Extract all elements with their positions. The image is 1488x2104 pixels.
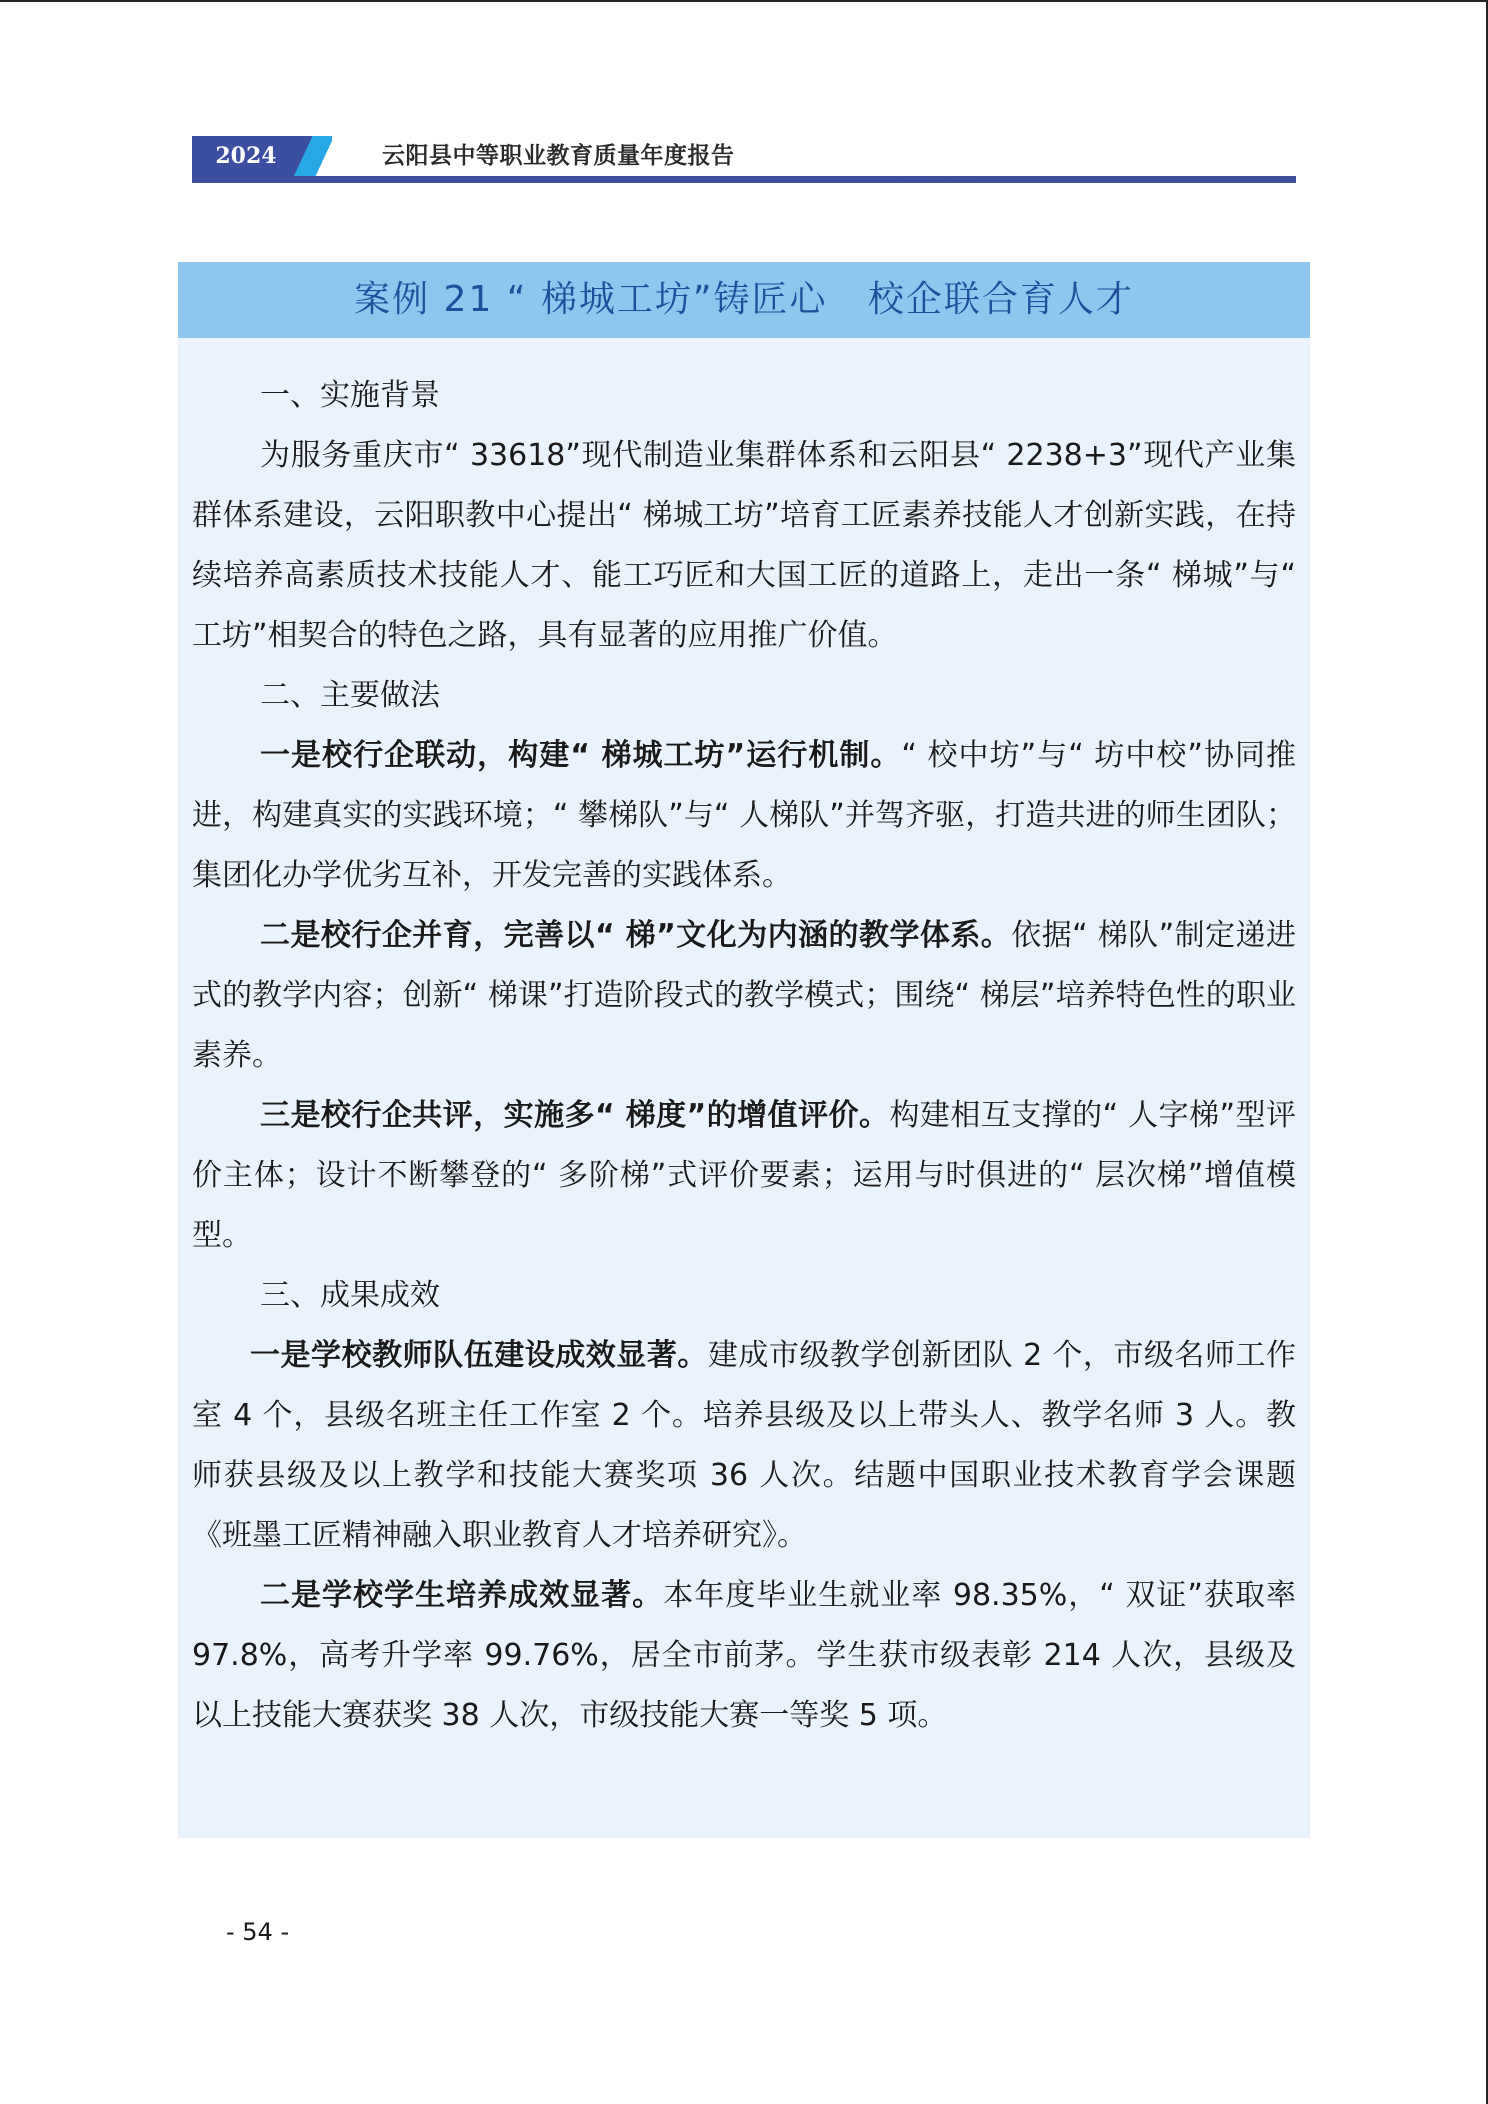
header-report-title: 云阳县中等职业教育质量年度报告: [382, 142, 735, 169]
section-heading-background: 一、实施背景: [260, 378, 440, 413]
paragraph-background: 为服务重庆市“ 33618”现代制造业集群体系和云阳县“ 2238+3”现代产业集群体系建设，云阳职教中心提出“ 梯城工坊”培育工匠素养技能人才创新实践，在持续培养高素质技术技能人才、能工巧匠和大国工匠的道路上，走出一条“ 梯城”与“ 工坊”相契合的特色之路，具有显著的应用推广价值。: [192, 438, 1296, 653]
header-rule: [192, 176, 1296, 183]
header-accent-stripe: [292, 136, 332, 176]
case-content: [192, 366, 1296, 1746]
section-heading-methods: 二、主要做法: [260, 678, 440, 713]
paragraph-method-2: [192, 906, 1296, 1086]
report-header: [192, 136, 1296, 186]
paragraph-method-3: [192, 1086, 1296, 1266]
case-title: 案例 21 “ 梯城工坊”铸匠心 校企联合育人才: [354, 279, 1134, 320]
header-year-badge: 2024: [192, 136, 300, 176]
result-2-lead: 二是学校学生培养成效显著。: [260, 1578, 664, 1613]
section-heading-results: 三、成果成效: [260, 1278, 440, 1313]
method-3-text: 构建相互支撑的“ 人字梯”型评价主体；设计不断攀登的“ 多阶梯”式评价要素；运用与时俱进的“ 层次梯”增值模型。: [192, 1098, 1296, 1253]
method-2-text: 依据“ 梯队”制定递进式的教学内容；创新“ 梯课”打造阶段式的教学模式；围绕“ 梯层”培养特色性的职业素养。: [192, 918, 1296, 1073]
method-1-lead: 一是校行企联动，构建“ 梯城工坊”运行机制。: [260, 738, 902, 773]
page-number: - 54 -: [226, 1918, 290, 1946]
method-2-lead: 二是校行企并育，完善以“ 梯”文化为内涵的教学体系。: [260, 918, 1012, 953]
method-1-text: “ 校中坊”与“ 坊中校”协同推进，构建真实的实践环境；“ 攀梯队”与“ 人梯队”并驾齐驱，打造共进的师生团队；集团化办学优劣互补，开发完善的实践体系。: [192, 738, 1296, 893]
method-3-lead: 三是校行企共评，实施多“ 梯度”的增值评价。: [260, 1098, 890, 1133]
paragraph-result-1: [192, 1326, 1296, 1566]
paragraph-result-2: [192, 1566, 1296, 1746]
paragraph-method-1: [192, 726, 1296, 906]
case-title-bar: [178, 262, 1310, 338]
result-1-lead: 一是学校教师队伍建设成效显著。: [250, 1338, 708, 1373]
page-top-border: [0, 0, 1488, 2]
result-1-text: 建成市级教学创新团队 2 个，市级名师工作室 4 个，县级名班主任工作室 2 个。培养县级及以上带头人、教学名师 3 人。教师获县级及以上教学和技能大赛奖项 36 人次。结题中国职业技术教育学会课题《班墨工匠精神融入职业教育人才培养研究》。: [192, 1338, 1296, 1553]
result-2-text: 本年度毕业生就业率 98.35%，“ 双证”获取率 97.8%，高考升学率 99.76%，居全市前茅。学生获市级表彰 214 人次，县级及以上技能大赛获奖 38 人次，市级技能大赛一等奖 5 项。: [192, 1578, 1297, 1733]
